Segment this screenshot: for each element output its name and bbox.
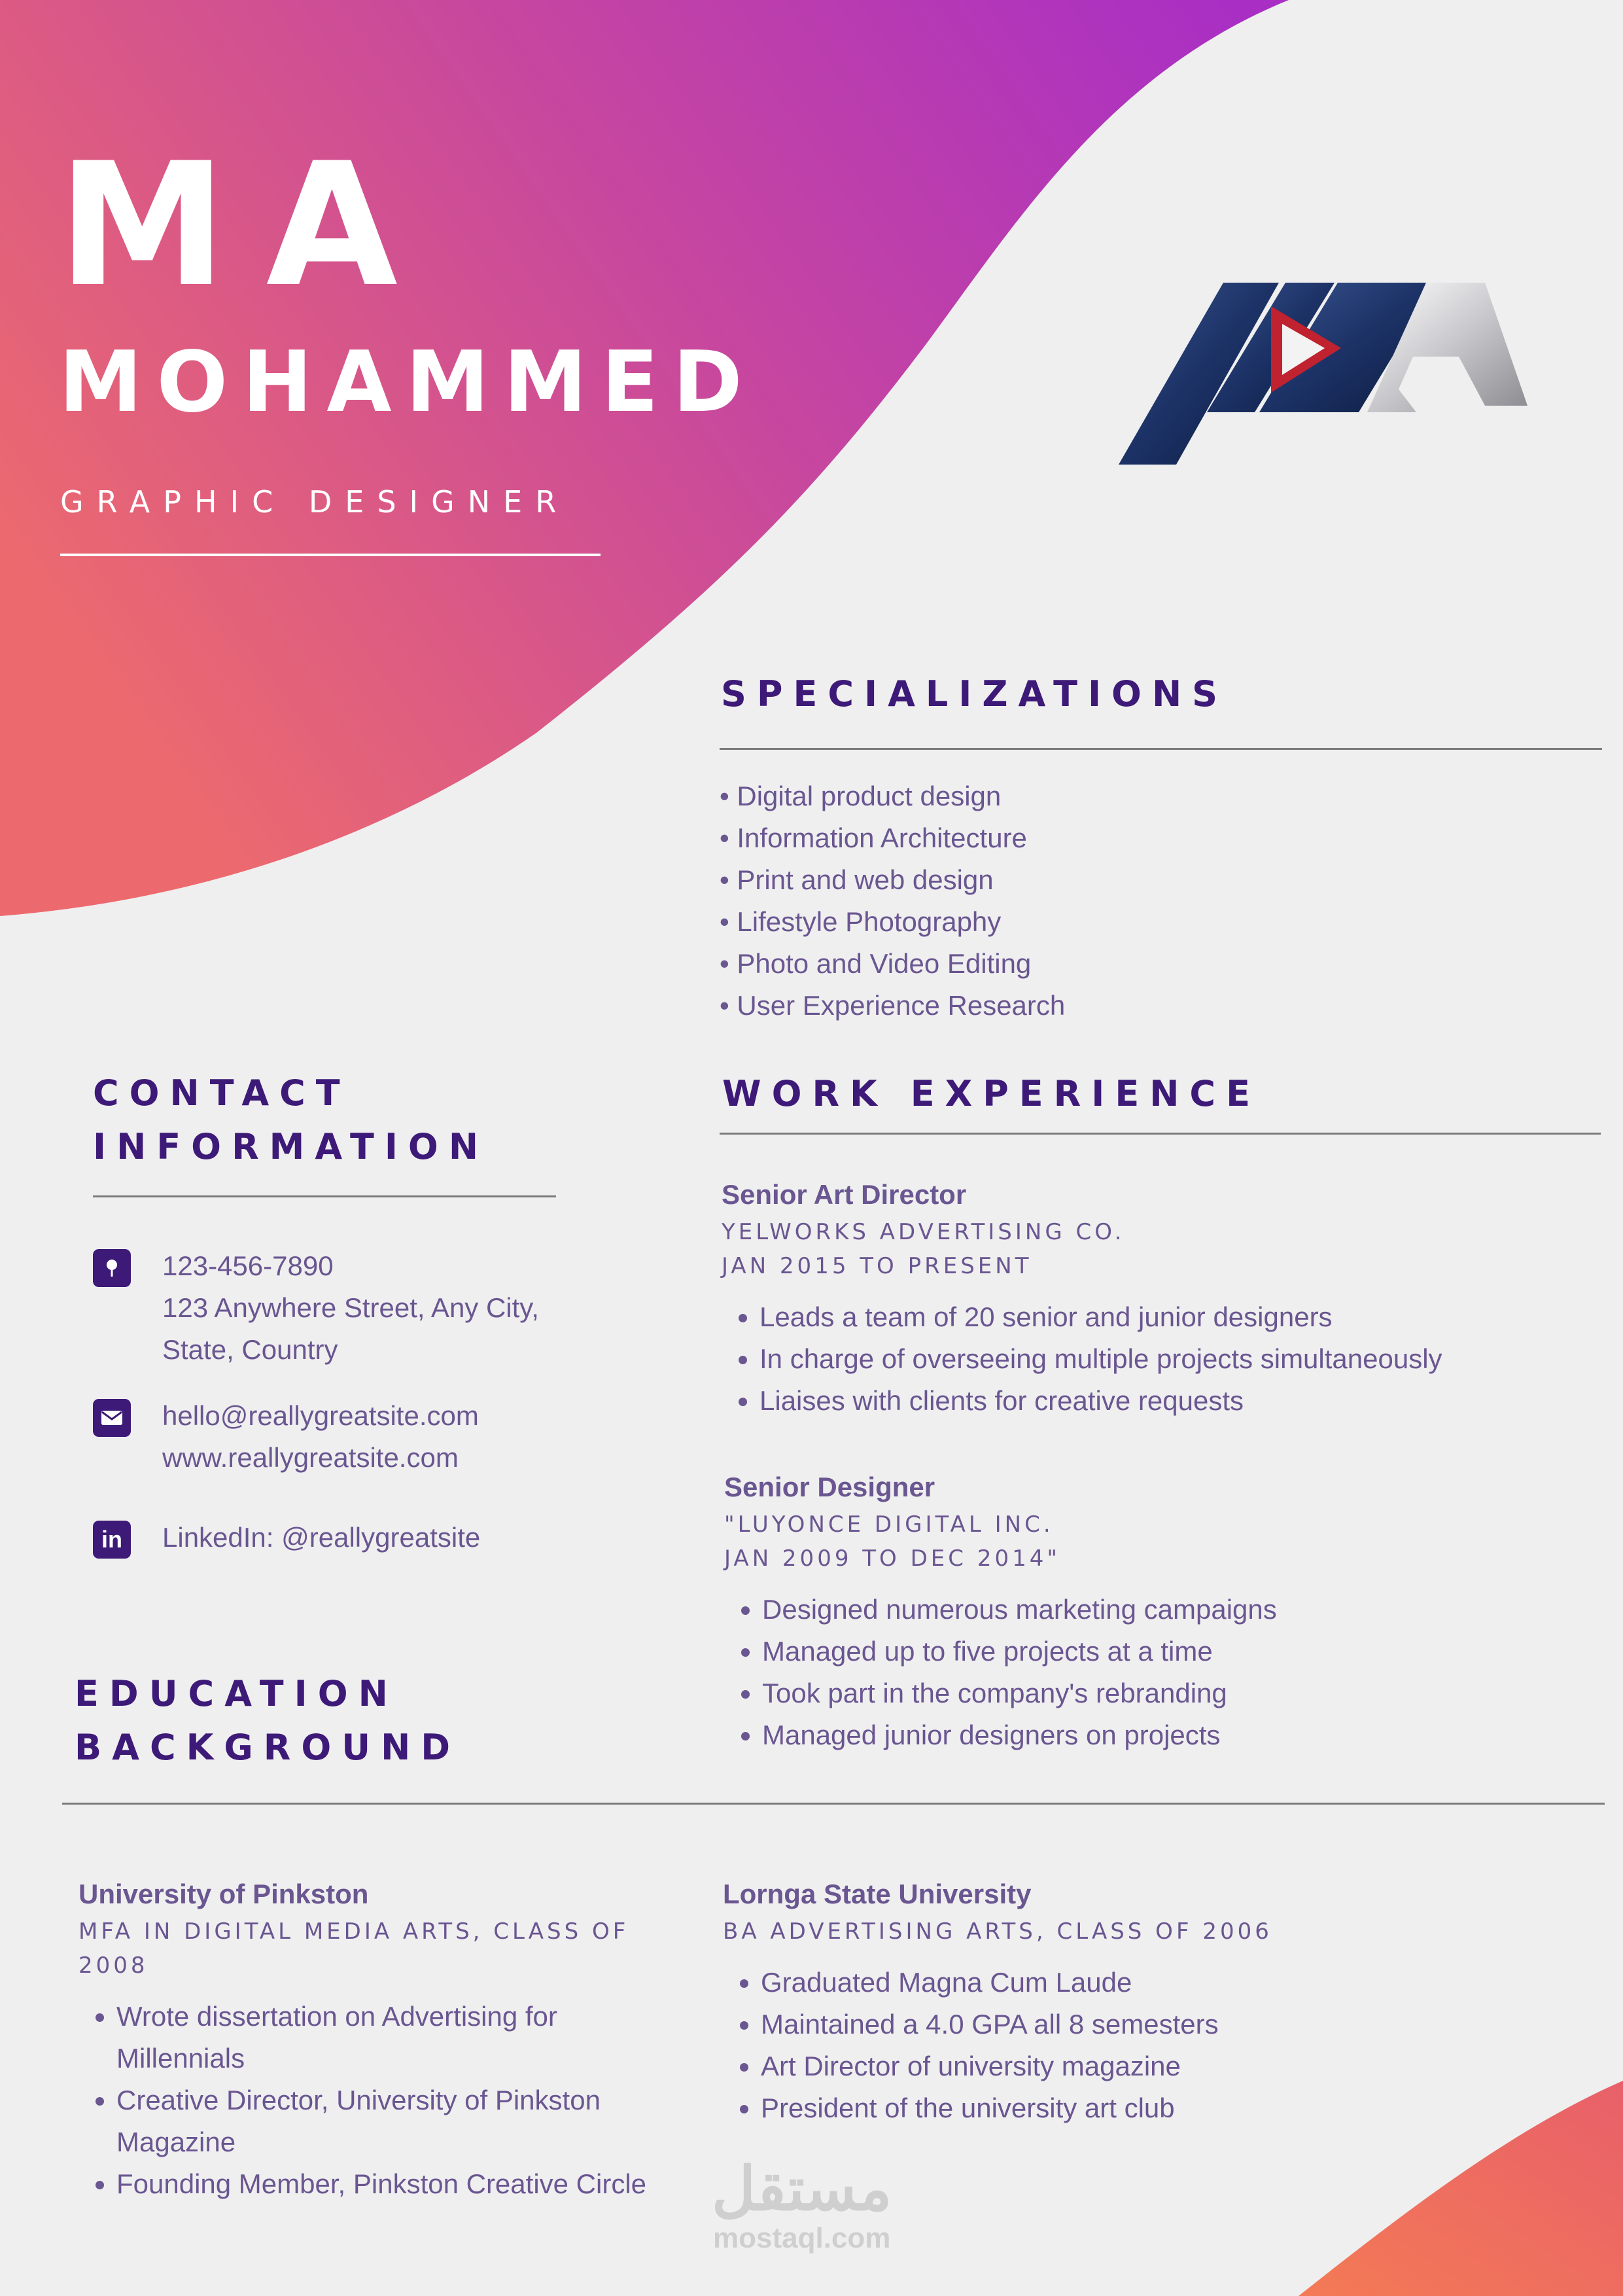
specializations-title: SPECIALIZATIONS bbox=[721, 673, 1229, 715]
envelope-icon bbox=[93, 1399, 131, 1437]
education-entry-2 bbox=[723, 1875, 1573, 2129]
list-item: • Managed junior designers on projects bbox=[762, 1714, 1614, 1756]
contact-email-web bbox=[93, 1395, 479, 1479]
work-experience-divider bbox=[720, 1133, 1601, 1135]
job-bullets bbox=[722, 1296, 1611, 1422]
name-surname: MOHAMMED bbox=[59, 334, 757, 431]
list-item: • Took part in the company's rebranding bbox=[762, 1672, 1614, 1714]
job-dates: JAN 2009 TO DEC 2014" bbox=[724, 1545, 1060, 1572]
list-item: • Wrote dissertation on Advertising for Millennials bbox=[116, 1996, 680, 2079]
list-item: • Lifestyle Photography bbox=[720, 906, 1002, 937]
contact-linkedin bbox=[93, 1517, 480, 1559]
list-item: • Maintained a 4.0 GPA all 8 semesters bbox=[761, 2004, 1573, 2045]
degree: MFA IN DIGITAL MEDIA ARTS, CLASS OF 2008 bbox=[79, 1918, 629, 1979]
school-name: Lornga State University bbox=[723, 1879, 1032, 1909]
mostaql-watermark bbox=[712, 2157, 892, 2255]
contact-title-line2: INFORMATION bbox=[93, 1126, 489, 1167]
work-experience-title: WORK EXPERIENCE bbox=[722, 1073, 1261, 1114]
job-bullets bbox=[724, 1589, 1614, 1756]
website-link[interactable]: www.reallygreatsite.com bbox=[162, 1442, 459, 1473]
phone-number[interactable]: 123-456-7890 bbox=[162, 1250, 334, 1281]
job-entry-2 bbox=[724, 1468, 1614, 1756]
education-divider bbox=[62, 1803, 1605, 1805]
list-item: • User Experience Research bbox=[720, 990, 1066, 1021]
list-item: • President of the university art club bbox=[761, 2087, 1573, 2129]
address-line-2: State, Country bbox=[162, 1334, 338, 1365]
list-item: • Leads a team of 20 senior and junior designers bbox=[759, 1296, 1611, 1338]
list-item: • Designed numerous marketing campaigns bbox=[762, 1589, 1614, 1631]
role-divider bbox=[60, 554, 601, 556]
name-initials: MA bbox=[58, 127, 437, 325]
location-pin-icon bbox=[93, 1249, 131, 1287]
list-item: • Print and web design bbox=[720, 864, 994, 895]
education-entry-1 bbox=[79, 1875, 680, 2205]
contact-divider bbox=[93, 1195, 556, 1197]
address-line-1: 123 Anywhere Street, Any City, bbox=[162, 1292, 539, 1323]
list-item: • Art Director of university magazine bbox=[761, 2045, 1573, 2087]
watermark-arabic: مستقل bbox=[712, 2156, 892, 2223]
specializations-list bbox=[720, 775, 1065, 1027]
contact-phone-address bbox=[93, 1245, 539, 1371]
list-item: • Creative Director, University of Pinkston Magazine bbox=[116, 2079, 680, 2163]
job-entry-1 bbox=[722, 1176, 1611, 1422]
job-title: Senior Designer bbox=[724, 1472, 935, 1502]
list-item: • Photo and Video Editing bbox=[720, 948, 1032, 979]
list-item: • Managed up to five projects at a time bbox=[762, 1631, 1614, 1672]
contact-title-line1: CONTACT bbox=[93, 1072, 351, 1114]
linkedin-icon: in bbox=[93, 1521, 131, 1559]
watermark-latin: mostaql.com bbox=[712, 2222, 891, 2254]
education-bullets bbox=[723, 1962, 1573, 2129]
job-company: YELWORKS ADVERTISING CO. bbox=[722, 1219, 1125, 1245]
email-link[interactable]: hello@reallygreatsite.com bbox=[162, 1400, 479, 1431]
list-item: • Founding Member, Pinkston Creative Circle bbox=[116, 2163, 680, 2205]
list-item: • Digital product design bbox=[720, 781, 1002, 811]
ma-logo-icon bbox=[1119, 275, 1537, 471]
list-item: • Graduated Magna Cum Laude bbox=[761, 1962, 1573, 2004]
school-name: University of Pinkston bbox=[79, 1879, 369, 1909]
job-title: Senior Art Director bbox=[722, 1179, 967, 1210]
education-title bbox=[75, 1667, 461, 1775]
job-company: "LUYONCE DIGITAL INC. bbox=[724, 1511, 1054, 1538]
job-dates: JAN 2015 TO PRESENT bbox=[722, 1253, 1032, 1279]
specializations-divider bbox=[720, 748, 1602, 750]
list-item: • Information Architecture bbox=[720, 822, 1027, 853]
education-title-line2: BACKGROUND bbox=[75, 1727, 461, 1768]
degree: BA ADVERTISING ARTS, CLASS OF 2006 bbox=[723, 1918, 1272, 1945]
list-item: • Liaises with clients for creative requests bbox=[759, 1380, 1611, 1422]
education-bullets bbox=[79, 1996, 680, 2205]
linkedin-link[interactable]: LinkedIn: @reallygreatsite bbox=[162, 1522, 481, 1553]
list-item: • In charge of overseeing multiple projects simultaneously bbox=[759, 1338, 1611, 1380]
contact-title bbox=[93, 1067, 489, 1174]
job-role: GRAPHIC DESIGNER bbox=[60, 484, 570, 520]
education-title-line1: EDUCATION bbox=[75, 1673, 398, 1714]
